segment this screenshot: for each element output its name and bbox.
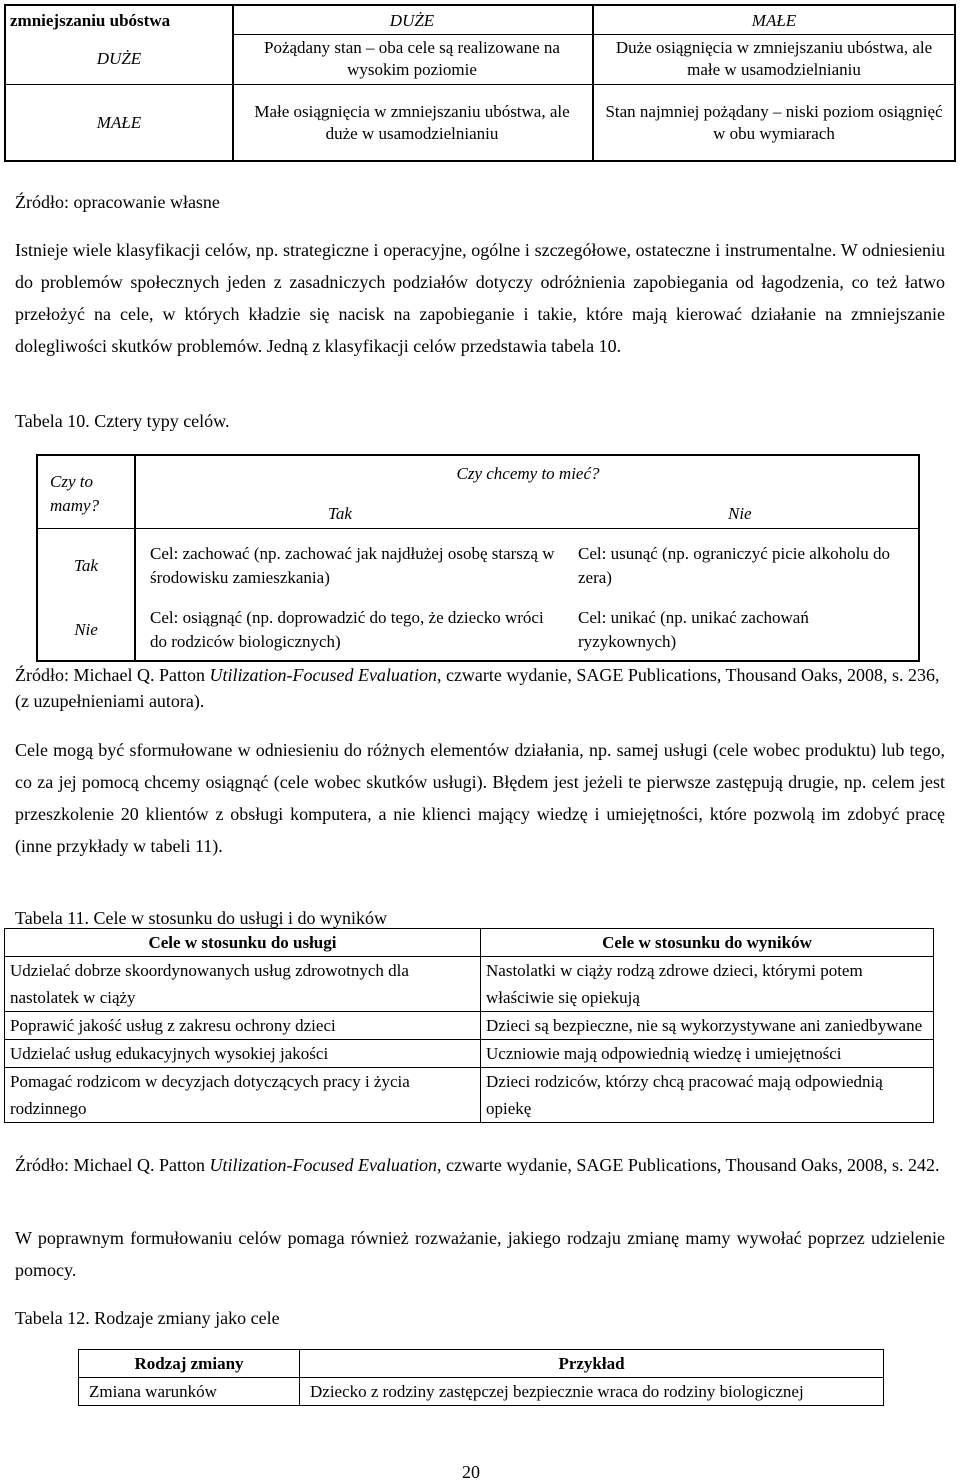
source-note: Źródło: opracowanie własne bbox=[15, 192, 220, 212]
body-paragraph: Istnieje wiele klasyfikacji celów, np. strategiczne i operacyjne, ogólne i szczegółowe, ostateczne i instrumentalne. W odniesieniu do problemów społecznych jeden z zasadniczych podziałów dotyczy odróżnienia zapobiegania od łagodzenia, co też łatwo przełożyć na cele, w których kładzie się nacisk na zapobieganie i takie, które mają kierować działanie na zmniejszanie dolegliwości skutków problemów. Jedną z klasyfikacji celów przedstawia tabela 10. bbox=[15, 240, 945, 356]
table-cell: Cel: osiągnąć (np. doprowadzić do tego, że dziecko wróci do rodziców biologicznych) bbox=[150, 608, 544, 651]
table-cell: Poprawić jakość usług z zakresu ochrony dzieci bbox=[5, 1012, 481, 1040]
matrix-row-low: MAŁE bbox=[96, 112, 142, 132]
body-paragraph: Cele mogą być sformułowane w odniesieniu do różnych elementów działania, np. samej usługi (cele wobec produktu) lub tego, co za jej pomocą chcemy osiągnąć (cele wobec skutków usługi). Błędem jest jeżeli te pierwsze zastępują drugie, np. celem jest przeszkolenie 20 klientów z obsługi komputera, a nie klienci mający wiedzę i umiejętności, które pozwolą im zdobyć pracę (inne przykłady w tabeli 11). bbox=[15, 740, 945, 856]
table-cell: Cel: unikać (np. unikać zachowań ryzykownych) bbox=[578, 608, 809, 651]
table-divider bbox=[38, 528, 918, 529]
source-note: Źródło: Michael Q. Patton Utilization-Focused Evaluation, czwarte wydanie, SAGE Publications, Thousand Oaks, 2008, s. 236, (z uzupełnieniami autora). bbox=[15, 665, 940, 711]
body-paragraph: W poprawnym formułowaniu celów pomaga również rozważanie, jakiego rodzaju zmianę mamy wywołać poprzez udzielenie pomocy. bbox=[15, 1228, 945, 1280]
column-header: Cele w stosunku do wyników bbox=[481, 929, 934, 957]
table-row bbox=[5, 957, 934, 1012]
goal-matrix-table bbox=[4, 4, 956, 162]
table-caption: Tabela 12. Rodzaje zmiany jako cele bbox=[15, 1308, 280, 1328]
table-header-row bbox=[5, 929, 934, 957]
corner-label: Czy to mamy? bbox=[50, 472, 100, 515]
matrix-row-high: DUŻE bbox=[96, 49, 142, 68]
table-row bbox=[79, 1378, 884, 1406]
table-divider bbox=[134, 456, 136, 660]
goal-types-table bbox=[36, 454, 920, 662]
column-header: Rodzaj zmiany bbox=[79, 1350, 300, 1378]
table-cell: Udzielać usług edukacyjnych wysokiej jakości bbox=[5, 1040, 481, 1068]
matrix-corner-label: zmniejszaniu ubóstwa bbox=[10, 11, 171, 30]
change-types-table bbox=[78, 1349, 884, 1406]
column-label-yes: Tak bbox=[328, 504, 352, 523]
table-row bbox=[5, 1040, 934, 1068]
row-label-yes: Tak bbox=[74, 556, 98, 575]
table-cell: Nastolatki w ciąży rodzą zdrowe dzieci, którymi potem właściwie się opiekują bbox=[481, 957, 934, 1012]
service-vs-outcome-table bbox=[4, 928, 934, 1152]
table-cell: Dziecko z rodziny zastępczej bezpiecznie wraca do rodziny biologicznej bbox=[300, 1378, 884, 1406]
table-caption: Tabela 11. Cele w stosunku do usługi i do wyników bbox=[15, 908, 388, 928]
matrix-cell: Duże osiągnięcia w zmniejszaniu ubóstwa, ale małe w usamodzielnianiu bbox=[615, 38, 933, 79]
matrix-cell: Małe osiągnięcia w zmniejszaniu ubóstwa, ale duże w usamodzielnianiu bbox=[254, 101, 570, 143]
table-cell: Pomagać rodzicom w decyzjach dotyczących pracy i życia rodzinnego bbox=[5, 1068, 481, 1123]
table-header-row bbox=[79, 1350, 884, 1378]
table-row bbox=[5, 1068, 934, 1123]
matrix-cell: Stan najmniej pożądany – niski poziom osiągnięć w obu wymiarach bbox=[605, 101, 943, 143]
table-cell: Dzieci są bezpieczne, nie są wykorzystywane ani zaniedbywane bbox=[481, 1012, 934, 1040]
page-number: 20 bbox=[462, 1462, 480, 1482]
row-label-no: Nie bbox=[74, 620, 98, 639]
column-header: Cele w stosunku do usługi bbox=[5, 929, 481, 957]
table-row bbox=[5, 1012, 934, 1040]
matrix-cell: Pożądany stan – oba cele są realizowane na wysokim poziomie bbox=[264, 38, 560, 79]
table-cell: Uczniowie mają odpowiednią wiedzę i umiejętności bbox=[481, 1040, 934, 1068]
table-cell: Cel: usunąć (np. ograniczyć picie alkoholu do zera) bbox=[578, 544, 891, 587]
source-note: Źródło: Michael Q. Patton Utilization-Focused Evaluation, czwarte wydanie, SAGE Publications, Thousand Oaks, 2008, s. 242. bbox=[15, 1155, 940, 1175]
table-cell: Udzielać dobrze skoordynowanych usług zdrowotnych dla nastolatek w ciąży bbox=[5, 957, 481, 1012]
column-label-no: Nie bbox=[728, 504, 752, 523]
table-cell: Zmiana warunków bbox=[79, 1378, 300, 1406]
table-header: Czy chcemy to mieć? bbox=[456, 464, 600, 483]
table-cell: Cel: zachować (np. zachować jak najdłużej osobę starszą w środowisku zamieszkania) bbox=[150, 544, 555, 587]
table-caption: Tabela 10. Cztery typy celów. bbox=[15, 411, 230, 431]
matrix-col-high: DUŻE bbox=[389, 11, 435, 30]
column-header: Przykład bbox=[300, 1350, 884, 1378]
table-cell: Dzieci rodziców, którzy chcą pracować mają odpowiednią opiekę bbox=[481, 1068, 934, 1123]
matrix-col-low: MAŁE bbox=[751, 11, 797, 30]
